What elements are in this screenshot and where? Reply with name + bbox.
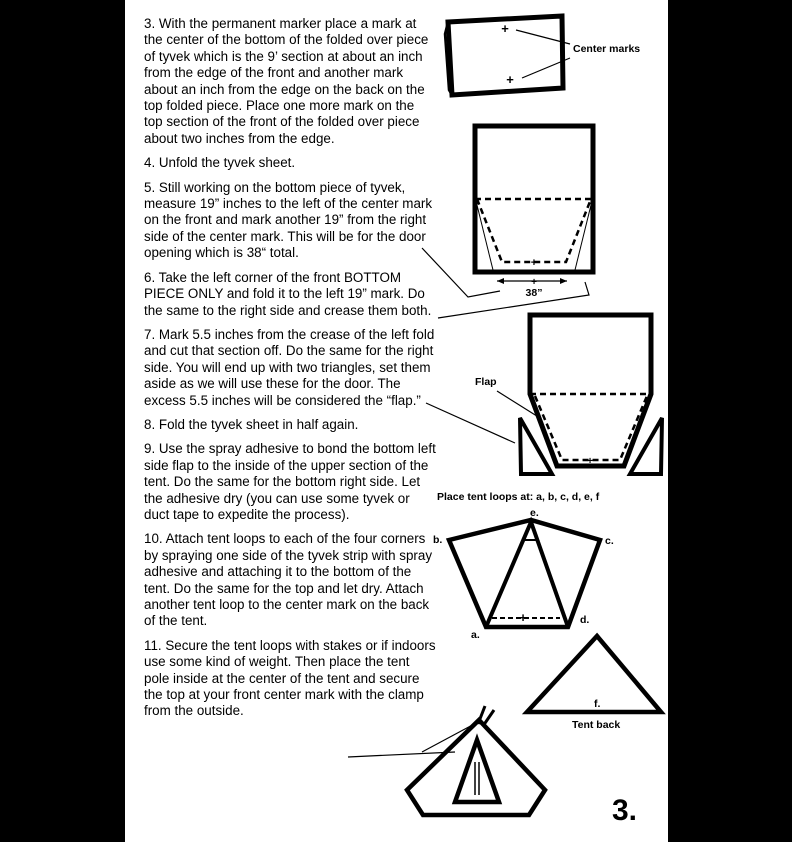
figure-finished-tent (348, 706, 545, 815)
step-7: 7. Mark 5.5 inches from the crease of the left fold and cut that section off. Do the same for the right side. You will end up with two triangles, set them aside as we will use these for the door. The excess 5.5 inches will be considered the “flap.” (144, 326, 435, 408)
clamp-right (483, 710, 494, 726)
center-mark-bottom: + (506, 72, 514, 87)
loop-label-e: e. (530, 507, 539, 519)
loop-label-f: f. (594, 698, 601, 710)
leader-step7 (426, 403, 515, 443)
flap-label: Flap (475, 376, 497, 388)
center-marks-label: Center marks (573, 43, 641, 55)
tent-front-triangle (486, 522, 568, 627)
dimension-arrow-left (497, 278, 504, 284)
page-number: 3. (612, 794, 638, 827)
center-mark-top: + (501, 21, 509, 36)
step-11: 11. Secure the tent loops with stakes or if indoors use some kind of weight. Then place the tent pole inside at the center of the tent and secure the top at your front center mark with the clamp from the outside. (144, 637, 436, 719)
loop-label-a: a. (471, 629, 480, 641)
door-width-label: 38” (525, 287, 543, 299)
loop-label-d: d. (580, 614, 590, 626)
step-9: 9. Use the spray adhesive to bond the bottom left side flap to the inside of the upper section of the tent. Do the same for the bottom right side. Let the adhesive dry (you can use some tyvek or duct tape to expedite the process). (144, 441, 436, 522)
dimension-arrow-right (560, 278, 567, 284)
figure-door-measure (422, 126, 593, 318)
step-3: 3. With the permanent marker place a mark at the center of the bottom of the folded over piece of tyvek which is the 9’ section at about an inch from the edge of the front and another mark about an inch from the edge on the back on the top folded piece. Place one more mark on the top section of the front of the folded over piece about two inches from the edge. (144, 16, 429, 146)
figure-tent-loops (433, 491, 614, 641)
bottom-center-mark: + (519, 610, 527, 625)
step-6: 6. Take the left corner of the front BOTTOM PIECE ONLY and fold it to the left 19” mark. Do the same to the right side and crease them both. (144, 269, 432, 318)
tent-back-label: Tent back (572, 719, 621, 731)
cut-sheet (530, 315, 651, 466)
loop-label-c: c. (605, 535, 614, 547)
guide-line-right (575, 205, 591, 270)
loop-label-b: b. (433, 534, 443, 546)
step-10: 10. Attach tent loops to each of the four corners by spraying one side of the tyvek strip with spray adhesive and attaching it to the bottom of the tent. Do the same for the top and let dry. Attach another tent loop to the center mark on the back of the tent. (144, 531, 433, 629)
flap-center-mark: + (587, 456, 593, 467)
step-4: 4. Unfold the tyvek sheet. (144, 155, 296, 171)
door-center-mark-2: + (531, 277, 537, 288)
figure-center-marks (445, 16, 640, 95)
step-5: 5. Still working on the bottom piece of tyvek, measure 19” inches to the left of the center mark on the front and mark another 19” from the right side of the center mark. This will be for the door opening which is 38“ total. (144, 179, 433, 261)
loops-title: Place tent loops at: a, b, c, d, e, f (437, 491, 600, 503)
figure-flap (426, 315, 662, 474)
figure-tent-back (527, 636, 661, 731)
step-8: 8. Fold the tyvek sheet in half again. (144, 416, 359, 432)
guide-line-left (477, 205, 493, 270)
tent-door-triangle (455, 740, 499, 802)
door-center-mark: + (530, 257, 538, 269)
door-cut-lines (477, 199, 591, 262)
